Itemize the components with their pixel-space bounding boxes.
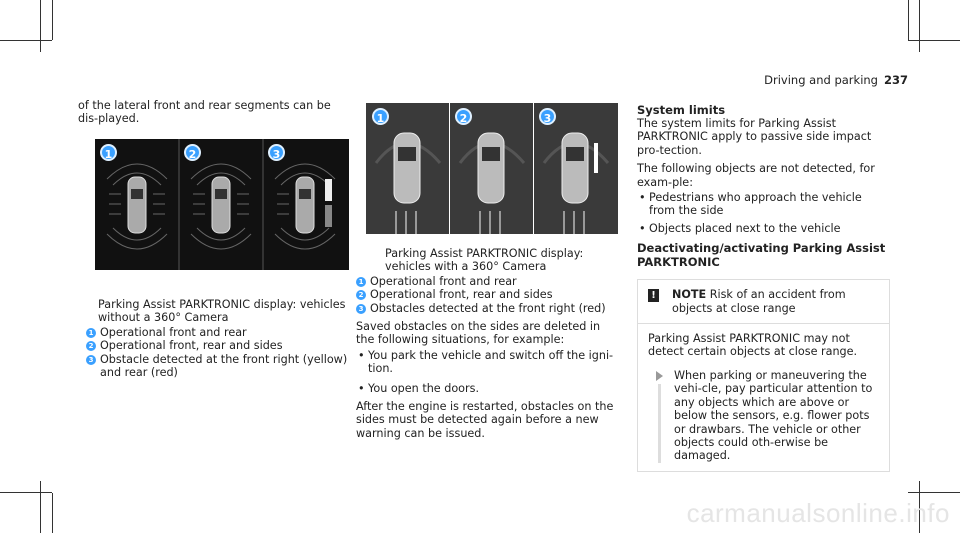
list-item: • You open the doors. xyxy=(356,382,622,395)
warning-icon: ! xyxy=(648,289,659,302)
column-2-text xyxy=(356,247,622,440)
legend-text: Operational front and rear xyxy=(100,325,247,339)
figure-badge-3: 3 xyxy=(539,108,556,125)
legend-number: 3 xyxy=(356,304,366,314)
crop-mark xyxy=(40,481,41,533)
crop-mark xyxy=(0,40,52,41)
crop-mark xyxy=(919,0,920,52)
list-item xyxy=(86,353,349,380)
crop-mark xyxy=(908,0,909,40)
figure-caption: Parking Assist PARKTRONIC display: vehicles with a 360° Camera xyxy=(385,247,584,274)
list-item xyxy=(86,326,349,339)
legend-text: Obstacles detected at the front right (red) xyxy=(370,301,606,315)
section-heading: System limits xyxy=(637,103,726,117)
figure-badge-3: 3 xyxy=(268,144,285,161)
list-item: • Pedestrians who approach the vehicle from the side xyxy=(637,191,890,218)
camera-display-illustration xyxy=(366,103,618,234)
figure-badge-1: 1 xyxy=(100,144,117,161)
figure-badge-2: 2 xyxy=(455,108,472,125)
legend-list xyxy=(86,326,349,380)
note-box xyxy=(637,279,890,471)
bullet-list xyxy=(356,349,622,395)
parktronic-display-illustration xyxy=(95,139,349,270)
note-header xyxy=(638,280,889,324)
crop-mark xyxy=(52,493,53,533)
legend-number: 1 xyxy=(356,277,366,287)
paragraph: Saved obstacles on the sides are deleted in the following situations, for example: xyxy=(356,320,601,347)
intro-text: of the lateral front and rear segments can be dis-played. xyxy=(78,99,331,126)
paragraph: The system limits for Parking Assist PARKTRONIC apply to passive side impact pro-tection. xyxy=(637,117,872,157)
tip-bar xyxy=(658,384,661,463)
column-1 xyxy=(78,99,348,126)
figure-badge-1: 1 xyxy=(372,108,389,125)
list-item xyxy=(356,302,622,315)
watermark: carmanualsonline.info xyxy=(686,498,950,528)
note-body xyxy=(638,324,889,471)
legend-number: 2 xyxy=(86,341,96,351)
paragraph: The following objects are not detected, for exam-ple: xyxy=(637,162,875,189)
crop-mark xyxy=(0,492,52,493)
note-tip xyxy=(648,369,879,463)
legend-number: 2 xyxy=(356,290,366,300)
parktronic-figure-360-camera xyxy=(366,103,618,234)
arrow-right-icon xyxy=(656,371,663,381)
legend-number: 3 xyxy=(86,355,96,365)
list-item: • Objects placed next to the vehicle xyxy=(637,222,890,235)
crop-mark xyxy=(908,492,960,493)
figure-caption: Parking Assist PARKTRONIC display: vehicles without a 360° Camera xyxy=(98,298,346,325)
legend-list xyxy=(356,275,622,315)
note-text: Parking Assist PARKTRONIC may not detect certain objects at close range. xyxy=(648,332,858,359)
section-heading: Deactivating/activating Parking Assist PARKTRONIC xyxy=(637,241,886,270)
paragraph: After the engine is restarted, obstacles on the sides must be detected again before a new warning can be issued. xyxy=(356,400,614,440)
list-item xyxy=(86,339,349,352)
note-label: NOTE xyxy=(672,288,707,302)
legend-text: Operational front, rear and sides xyxy=(100,339,283,353)
list-item: • You park the vehicle and switch off the igni-tion. xyxy=(356,349,622,376)
parktronic-figure-no-camera xyxy=(95,139,349,270)
page-number: 237 xyxy=(883,73,908,87)
column-3 xyxy=(637,103,890,472)
legend-text: Operational front and rear xyxy=(370,274,517,288)
legend-text: Obstacle detected at the front right (yellow) and rear (red) xyxy=(100,352,348,380)
legend-number: 1 xyxy=(86,328,96,338)
list-item xyxy=(356,288,622,301)
legend-text: Operational front, rear and sides xyxy=(370,288,553,302)
crop-mark xyxy=(52,0,53,40)
crop-mark xyxy=(908,40,960,41)
bullet-list xyxy=(637,191,890,235)
section-title: Driving and parking xyxy=(764,73,878,87)
list-item xyxy=(356,275,622,288)
figure-badge-2: 2 xyxy=(184,144,201,161)
page-header xyxy=(764,73,908,87)
crop-mark xyxy=(40,0,41,52)
tip-text: When parking or maneuvering the vehi-cle, pay particular attention to any objects which are above or below the sensors, e.g. flower pots or drawbars. The vehicle or other objects could oth-erwise be damaged. xyxy=(674,368,873,463)
column-1-legend xyxy=(88,298,349,380)
note-title: Risk of an accident from objects at close range xyxy=(672,288,846,315)
